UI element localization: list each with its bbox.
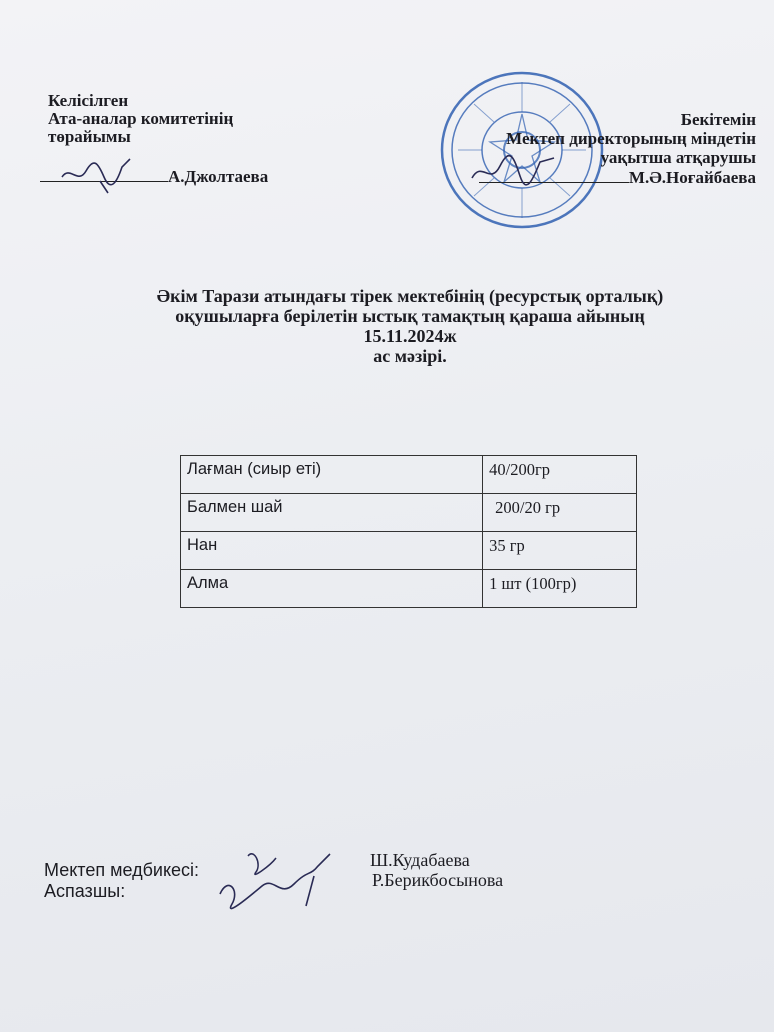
- title-line2: оқушыларға берілетін ыстық тамақтың қараша айының: [175, 306, 645, 326]
- approval-right-line3: уақытша атқарушы: [600, 148, 756, 167]
- table-row: [181, 494, 637, 532]
- menu-item-amount: 1 шт (100гр): [483, 570, 637, 608]
- menu-item-name: Лағман (сиыр еті): [181, 456, 483, 494]
- approval-right-line2: Мектеп директорының міндетін: [506, 129, 756, 148]
- document-title: [80, 286, 740, 366]
- nurse-label: Мектеп медбикесі:: [44, 860, 200, 880]
- staff-names: [370, 850, 503, 890]
- approval-left-line1: Келісілген: [48, 91, 129, 110]
- menu-item-name: Алма: [181, 570, 483, 608]
- menu-item-amount: 35 гр: [483, 532, 637, 570]
- nurse-name: Ш.Кудабаева: [370, 850, 470, 870]
- cook-label: Аспазшы:: [44, 881, 126, 901]
- approval-left-line3: төрайымы: [48, 127, 131, 146]
- title-line1: Әкім Тарази атындағы тірек мектебінің (ресурстық орталық): [156, 286, 664, 306]
- menu-item-amount: 200/20 гр: [483, 494, 637, 532]
- staff-labels: [44, 860, 199, 902]
- menu-table: [180, 455, 637, 608]
- approval-right-name: М.Ә.Ноғайбаева: [628, 168, 756, 187]
- title-line4: ас мәзірі.: [373, 346, 447, 366]
- title-line3: 15.11.2024ж: [363, 326, 457, 346]
- signature-staff-icon: [210, 846, 360, 916]
- approval-left-name: А.Джолтаева: [168, 167, 269, 186]
- approval-right-line1: Бекітемін: [680, 110, 756, 129]
- signature-right-icon: [470, 152, 560, 192]
- menu-item-amount: 40/200гр: [483, 456, 637, 494]
- cook-name: Р.Берикбосынова: [372, 870, 504, 890]
- approval-left: [48, 92, 233, 146]
- table-row: [181, 456, 637, 494]
- table-row: [181, 532, 637, 570]
- table-row: [181, 570, 637, 608]
- approval-left-line2: Ата-аналар комитетінің: [48, 109, 234, 128]
- signature-left-icon: [60, 155, 140, 195]
- menu-item-name: Балмен шай: [181, 494, 483, 532]
- menu-item-name: Нан: [181, 532, 483, 570]
